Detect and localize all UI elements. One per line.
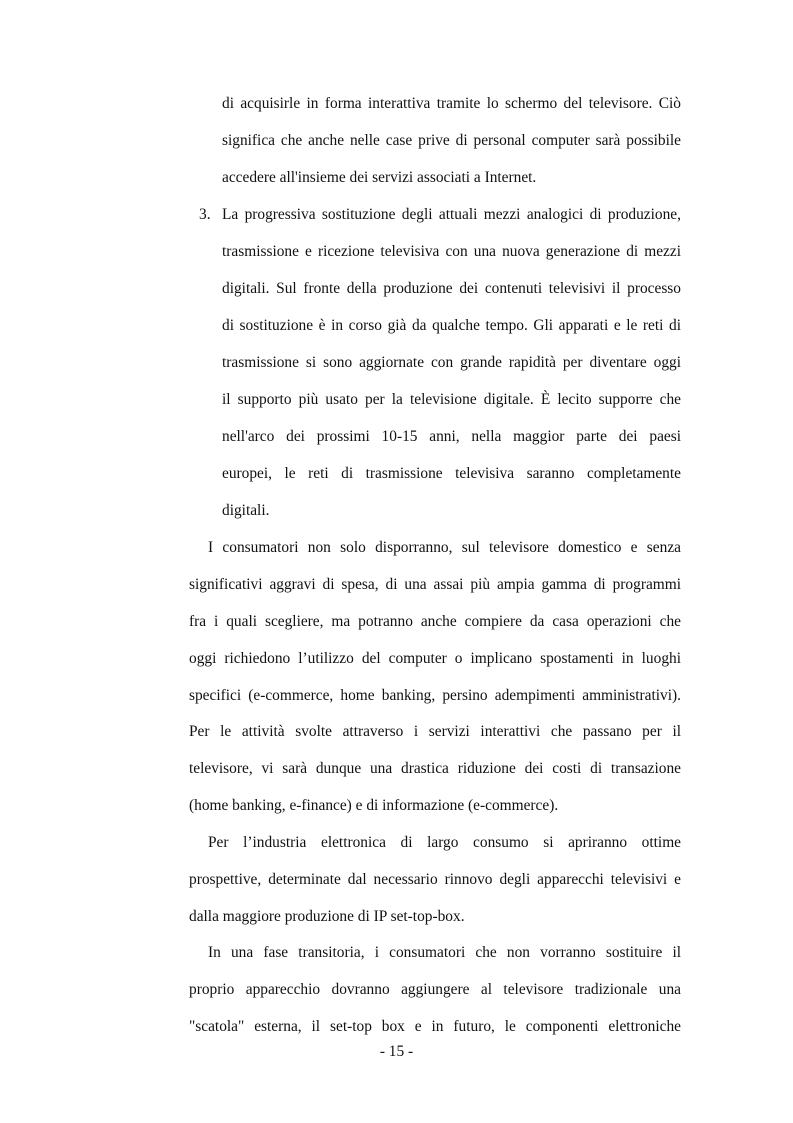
paragraph-1-line-8: (home banking, e-finance) e di informazione (e-commerce). xyxy=(189,797,559,814)
paragraph-1-line-2: significativi aggravi di spesa, di una assai più ampia gamma di programmi xyxy=(189,576,681,593)
paragraph-1-line-4: oggi richiedono l’utilizzo del computer o implicano spostamenti in luoghi xyxy=(189,650,681,667)
list-item-2-line-3: accedere all'insieme dei servizi associati a Internet. xyxy=(222,169,537,186)
page-number: - 15 - xyxy=(379,1043,414,1060)
list-item-2-line-2: significa che anche nelle case prive di personal computer sarà possibile xyxy=(222,132,681,149)
paragraph-1-line-6: Per le attività svolte attraverso i servizi interattivi che passano per il xyxy=(189,723,681,740)
paragraph-1-line-5: specifici (e-commerce, home banking, persino adempimenti amministrativi). xyxy=(189,687,681,704)
list-item-3-line-6: il supporto più usato per la televisione digitale. È lecito supporre che xyxy=(222,391,681,408)
list-item-2-line-1: di acquisirle in forma interattiva tramite lo schermo del televisore. Ciò xyxy=(222,95,681,112)
list-item-3-line-3: digitali. Sul fronte della produzione dei contenuti televisivi il processo xyxy=(222,280,681,297)
paragraph-3-line-3: "scatola" esterna, il set-top box e in futuro, le componenti elettroniche xyxy=(189,1018,681,1035)
paragraph-2-line-3: dalla maggiore produzione di IP set-top-box. xyxy=(189,908,465,925)
paragraph-3-line-1: In una fase transitoria, i consumatori che non vorranno sostituire il xyxy=(208,944,681,961)
paragraph-1-line-1: I consumatori non solo disporranno, sul televisore domestico e senza xyxy=(208,539,681,556)
paragraph-3-line-2: proprio apparecchio dovranno aggiungere al televisore tradizionale una xyxy=(189,981,681,998)
list-item-3-line-7: nell'arco dei prossimi 10-15 anni, nella maggior parte dei paesi xyxy=(222,428,681,445)
list-item-3-line-5: trasmissione si sono aggiornate con grande rapidità per diventare oggi xyxy=(222,354,681,371)
paragraph-2-line-2: prospettive, determinate dal necessario rinnovo degli apparecchi televisivi e xyxy=(189,871,681,888)
list-item-3-number: 3. xyxy=(199,206,211,223)
list-item-3-line-8: europei, le reti di trasmissione televisiva saranno completamente xyxy=(222,465,681,482)
paragraph-2-line-1: Per l’industria elettronica di largo consumo si apriranno ottime xyxy=(208,834,681,851)
paragraph-1-line-3: fra i quali scegliere, ma potranno anche compiere da casa operazioni che xyxy=(189,613,681,630)
list-item-3-line-1: La progressiva sostituzione degli attuali mezzi analogici di produzione, xyxy=(222,206,681,223)
paragraph-1-line-7: televisore, vi sarà dunque una drastica riduzione dei costi di transazione xyxy=(189,760,681,777)
list-item-3-line-2: trasmissione e ricezione televisiva con una nuova generazione di mezzi xyxy=(222,243,681,260)
list-item-3-line-9: digitali. xyxy=(222,502,270,519)
list-item-3-line-4: di sostituzione è in corso già da qualche tempo. Gli apparati e le reti di xyxy=(222,317,681,334)
